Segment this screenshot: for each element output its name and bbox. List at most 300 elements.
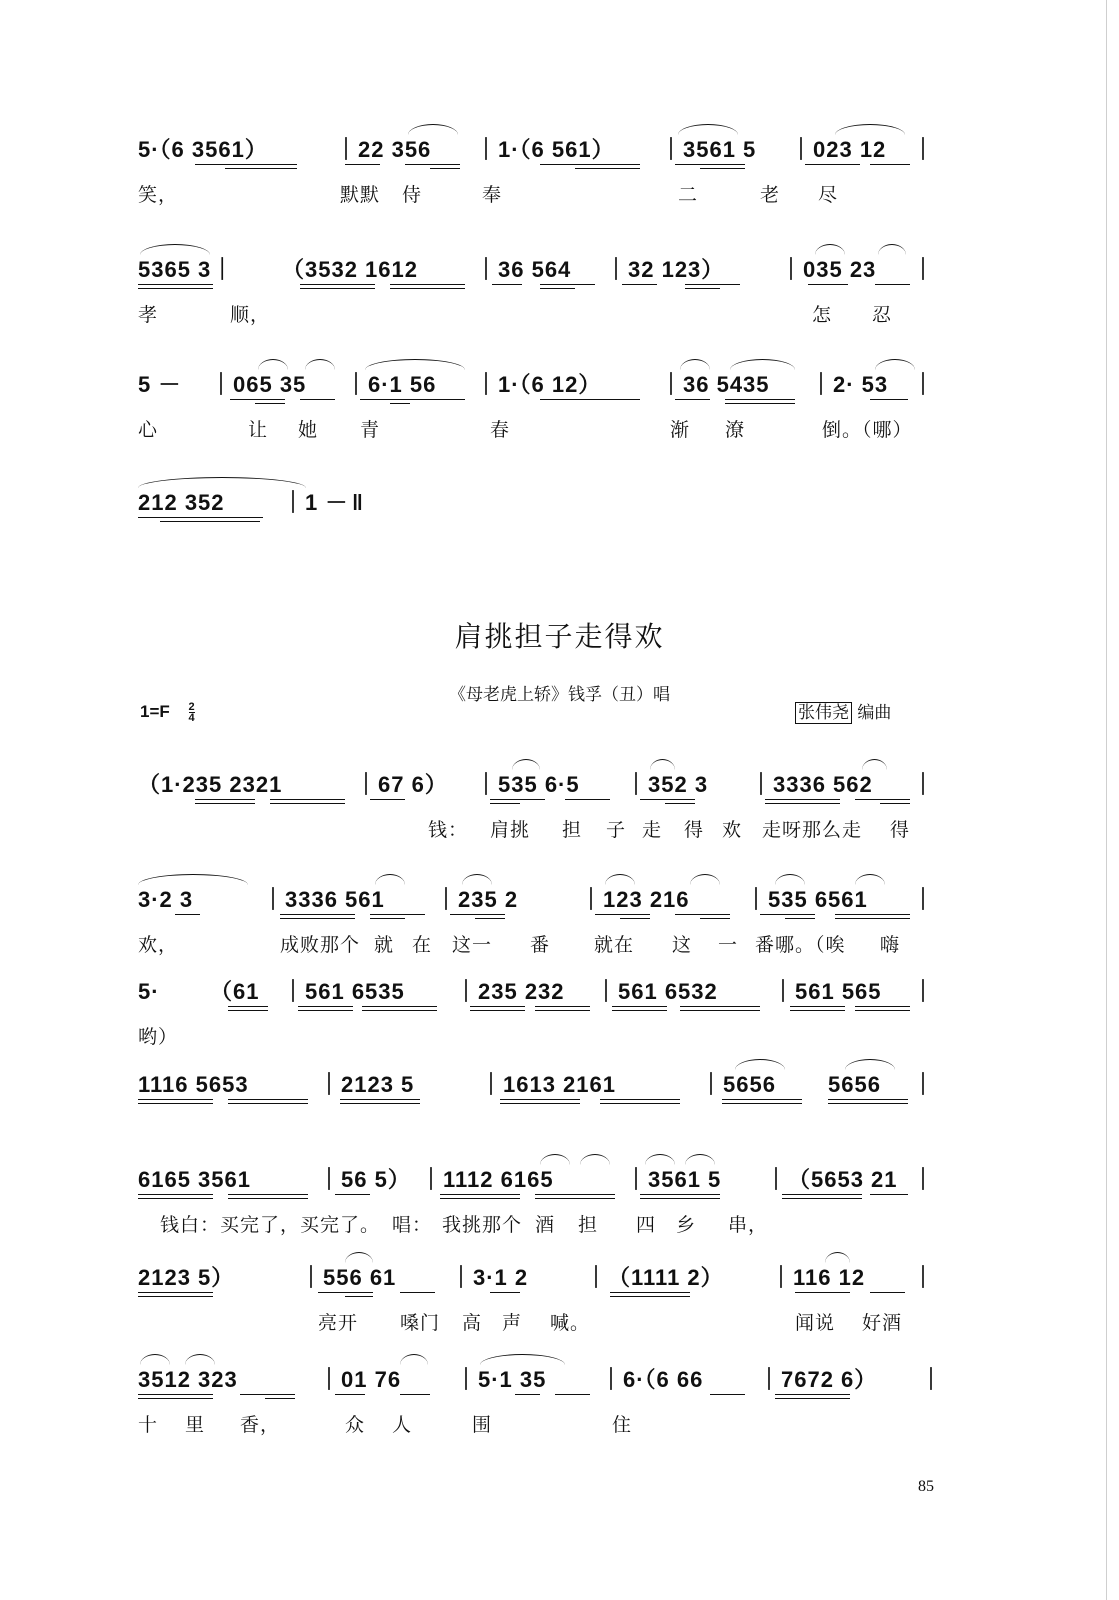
underline: [765, 803, 840, 804]
underline: [875, 284, 910, 285]
underline: [138, 288, 213, 289]
underline: [535, 1194, 615, 1195]
underline: [722, 1099, 802, 1100]
underline: [270, 803, 345, 804]
lyric: 潦: [725, 419, 746, 441]
score-line-1: [0, 130, 1119, 250]
lyric: 唱：: [392, 1214, 433, 1236]
underline: [722, 1103, 802, 1104]
underline: [300, 288, 375, 289]
lyric: 笑，: [138, 184, 179, 206]
lyric: 顺，: [230, 304, 271, 326]
measure: ｜3561 5: [625, 1167, 722, 1192]
underline: [700, 168, 745, 169]
lyric: 嗨: [880, 934, 901, 956]
underline: [540, 399, 640, 400]
lyric: 番: [530, 934, 551, 956]
lyric: 钱：: [428, 819, 469, 841]
lyric: 酒: [535, 1214, 556, 1236]
underline: [280, 918, 355, 919]
lyric: 子: [606, 819, 627, 841]
measure: ｜023 12: [790, 137, 887, 162]
barline: ｜: [912, 772, 936, 797]
underline: [782, 1198, 862, 1199]
lyric: 嗓门: [400, 1312, 441, 1334]
notation-row: [0, 130, 1119, 170]
notation-row: [0, 1258, 1119, 1298]
lyrics-row: [0, 815, 1119, 845]
measure: ｜235 232: [455, 979, 565, 1004]
underline: [540, 288, 575, 289]
slur: [650, 759, 675, 770]
underline: [640, 1198, 720, 1199]
lyric: 十: [138, 1414, 159, 1436]
lyric: 串，: [728, 1214, 769, 1236]
underline: [300, 399, 335, 400]
lyric: 里: [185, 1414, 206, 1436]
lyric: 这: [672, 934, 693, 956]
measure: ｜（1111 2）: [585, 1265, 724, 1290]
underline: [855, 1010, 910, 1011]
notation-row: [0, 250, 1119, 290]
measure: ｜352 3: [625, 772, 709, 797]
underline: [535, 1010, 590, 1011]
underline: [265, 1398, 295, 1399]
measure: ｜67 6）: [355, 772, 448, 797]
underline: [318, 1292, 373, 1293]
lyrics-row: [0, 300, 1119, 330]
underline: [138, 1194, 213, 1195]
underline: [340, 1103, 420, 1104]
underline: [195, 799, 255, 800]
underline: [475, 918, 505, 919]
lyric: 走: [642, 819, 663, 841]
measure: ｜5·1 35: [455, 1367, 547, 1392]
underline: [675, 399, 710, 400]
underline: [782, 1194, 862, 1195]
measure: ｜235 2: [435, 887, 519, 912]
underline: [870, 1292, 905, 1293]
underline: [675, 914, 730, 915]
underline: [400, 1292, 435, 1293]
underline: [540, 284, 595, 285]
lyric: 好酒: [862, 1312, 903, 1334]
underline: [138, 1198, 213, 1199]
lyric: 心: [138, 419, 159, 441]
underline: [340, 1099, 420, 1100]
notation-row: [0, 765, 1119, 805]
composer-name: 张伟尧: [795, 702, 852, 724]
barline: ｜: [912, 137, 936, 162]
measure: ｜01 76: [318, 1367, 402, 1392]
measure: 212 352: [138, 490, 225, 515]
underline: [138, 1398, 213, 1399]
underline: [345, 164, 380, 165]
underline: [675, 164, 745, 165]
barline: ｜: [912, 257, 936, 282]
underline: [255, 403, 285, 404]
underline: [405, 164, 460, 165]
lyric: 一: [718, 934, 739, 956]
barline: ｜: [912, 1167, 936, 1192]
lyric: 奉: [482, 184, 503, 206]
underline: [490, 1292, 520, 1293]
underline: [240, 1394, 295, 1395]
measure: ｜1·（6 12）: [475, 372, 602, 397]
measure: ｜3336 562: [750, 772, 873, 797]
lyric: 忍: [872, 304, 893, 326]
underline: [725, 399, 795, 400]
measure: ｜1613 2161: [480, 1072, 616, 1097]
measure: 5656: [828, 1072, 881, 1097]
underline: [880, 803, 910, 804]
underline: [535, 1198, 615, 1199]
underline: [805, 164, 860, 165]
underline: [515, 1394, 540, 1395]
underline: [138, 517, 263, 518]
final-barline: ‖: [352, 490, 364, 515]
lyric: 尽: [818, 184, 839, 206]
underline: [612, 1010, 667, 1011]
underline: [790, 1010, 845, 1011]
underline: [680, 1006, 760, 1007]
measure: ｜6·1 56: [345, 372, 437, 397]
underline: [175, 914, 200, 915]
lyric: 亮开: [318, 1312, 359, 1334]
measure: 5 －: [138, 372, 182, 397]
lyric: 番哪。（唉: [755, 934, 846, 956]
measure: ｜123 216: [580, 887, 690, 912]
composer-credit: [795, 698, 891, 723]
measure: ｜1 －: [282, 490, 349, 515]
notation-row: [0, 880, 1119, 920]
underline: [228, 1198, 308, 1199]
measure: 6165 3561: [138, 1167, 251, 1192]
underline: [870, 399, 908, 400]
barline: ｜: [912, 372, 936, 397]
lyric: 乡: [676, 1214, 697, 1236]
lyrics-row: [0, 1410, 1119, 1440]
underline: [700, 918, 730, 919]
measure: 1116 5653: [138, 1072, 249, 1097]
measure: （1·235 2321: [138, 772, 283, 797]
composer-role: 编曲: [857, 703, 892, 723]
lyrics-row: [0, 1308, 1119, 1338]
lyric: 孝: [138, 304, 159, 326]
lyrics-row: [0, 1210, 1119, 1240]
measure: ｜561 6535: [282, 979, 405, 1004]
measure: ｜22 356: [335, 137, 432, 162]
underline: [298, 1006, 353, 1007]
lyric: 在: [412, 934, 433, 956]
underline: [760, 914, 815, 915]
lyric: 得: [890, 819, 911, 841]
lyric: 围: [472, 1414, 493, 1436]
measure: 3512 323: [138, 1367, 238, 1392]
underline: [835, 918, 910, 919]
slur: [678, 124, 738, 135]
underline: [440, 1198, 520, 1199]
lyrics-row: [0, 930, 1119, 960]
underline: [640, 1194, 720, 1195]
underline: [230, 399, 285, 400]
notation-row: [0, 365, 1119, 405]
underline: [710, 1394, 745, 1395]
underline: [855, 799, 910, 800]
lyric: 欢，: [138, 934, 179, 956]
underline: [870, 1194, 908, 1195]
underline: [470, 1006, 525, 1007]
lyric: 她: [298, 419, 319, 441]
underline: [775, 1398, 850, 1399]
notation-row: [0, 1065, 1119, 1105]
underline: [685, 288, 720, 289]
score-line-4: [0, 483, 1119, 603]
notation-row: [0, 1160, 1119, 1200]
underline: [400, 1394, 430, 1395]
song-line-1: [0, 765, 1119, 885]
notation-row: [0, 1360, 1119, 1400]
underline: [335, 1394, 365, 1395]
measure: 5·: [138, 979, 160, 1004]
measure: ｜1112 6165: [420, 1167, 554, 1192]
lyric: 欢: [722, 819, 743, 841]
lyric: 闻说: [795, 1312, 836, 1334]
underline: [595, 914, 650, 915]
measure: ｜561 6532: [595, 979, 718, 1004]
underline: [228, 1099, 308, 1100]
underline: [808, 284, 848, 285]
underline: [555, 1394, 590, 1395]
underline: [335, 1194, 370, 1195]
lyric: 四: [636, 1214, 657, 1236]
underline: [228, 1194, 308, 1195]
notation-row: [0, 483, 1119, 523]
lyric: 人: [392, 1414, 413, 1436]
lyric: 侍: [402, 184, 423, 206]
slur: [862, 759, 887, 770]
slur: [835, 124, 905, 135]
lyric: 担: [578, 1214, 599, 1236]
lyric: 春: [490, 419, 511, 441]
underline: [390, 288, 465, 289]
score-line-3: [0, 365, 1119, 485]
barline: ｜: [912, 1072, 936, 1097]
measure: 2123 5）: [138, 1265, 235, 1290]
underline: [360, 399, 465, 400]
barline: ｜: [912, 979, 936, 1004]
underline: [450, 914, 505, 915]
underline: [298, 1010, 353, 1011]
underline: [138, 284, 213, 285]
measure: ｜3·1 2: [450, 1265, 529, 1290]
underline: [665, 803, 695, 804]
underline: [440, 1194, 520, 1195]
slur: [512, 759, 540, 770]
song-line-7: [0, 1360, 1119, 1480]
measure: ｜1·（6 561）: [475, 137, 615, 162]
underline: [228, 1103, 308, 1104]
underline: [138, 1103, 213, 1104]
underline: [640, 799, 695, 800]
meter-bottom: 4: [188, 712, 195, 725]
underline: [390, 403, 410, 404]
measure: ｜3561 5: [660, 137, 757, 162]
lyric: 哟）: [138, 1026, 179, 1048]
underline: [390, 284, 465, 285]
underline: [138, 1099, 213, 1100]
lyric: 默默: [340, 184, 381, 206]
underline: [362, 1010, 437, 1011]
measure: ｜556 61: [300, 1265, 397, 1290]
underline: [775, 1394, 850, 1395]
lyric: 倒。（哪）: [822, 419, 913, 441]
underline: [228, 1010, 268, 1011]
measure: ｜6·（6 66: [600, 1367, 704, 1392]
measure: ｜36 5435: [660, 372, 770, 397]
underline: [490, 803, 520, 804]
underline: [138, 1296, 213, 1297]
measure: ｜5656: [700, 1072, 776, 1097]
lyric: 成败那个: [280, 934, 361, 956]
slur: [408, 124, 458, 135]
underline: [470, 1010, 525, 1011]
measure: ｜035 23: [780, 257, 877, 282]
underline: [565, 799, 610, 800]
time-signature: [189, 702, 195, 723]
measure: （61: [210, 979, 260, 1004]
lyric: 高: [462, 1312, 483, 1334]
underline: [160, 521, 260, 522]
measure: ｜535 6561: [745, 887, 868, 912]
underline: [228, 1006, 268, 1007]
underline: [855, 1006, 910, 1007]
underline: [610, 1296, 690, 1297]
measure: ｜36 564: [475, 257, 572, 282]
underline: [138, 1394, 213, 1395]
lyric: 让: [248, 419, 269, 441]
underline: [620, 918, 650, 919]
barline: ｜: [912, 1265, 936, 1290]
underline: [828, 1103, 908, 1104]
underline: [370, 799, 405, 800]
lyric: 我挑那个: [442, 1214, 523, 1236]
page-number: 85: [918, 1478, 934, 1495]
notation-row: [0, 972, 1119, 1012]
measure: （3532 1612: [282, 257, 418, 282]
song-subtitle: 《母老虎上轿》钱孚（丑）唱: [449, 685, 670, 705]
lyric: 渐: [670, 419, 691, 441]
measure: ｜116 12: [770, 1265, 866, 1290]
underline: [195, 803, 255, 804]
lyric: 众: [345, 1414, 366, 1436]
underline: [828, 1099, 908, 1100]
underline: [575, 168, 640, 169]
lyrics-row: [0, 415, 1119, 445]
underline: [362, 1006, 437, 1007]
measure: ｜065 35: [210, 372, 307, 397]
measure: ｜32 123）: [605, 257, 725, 282]
underline: [725, 403, 795, 404]
underline: [600, 1103, 680, 1104]
measure: ｜535 6·5: [475, 772, 580, 797]
underline: [280, 914, 355, 915]
lyric: 青: [360, 419, 381, 441]
underline: [685, 284, 740, 285]
underline: [610, 1292, 690, 1293]
underline: [270, 799, 345, 800]
underline: [500, 1099, 580, 1100]
lyric: 喊。: [550, 1312, 591, 1334]
underline: [300, 284, 375, 285]
lyric: 二: [678, 184, 699, 206]
underline: [612, 1006, 667, 1007]
underline: [600, 1099, 680, 1100]
score-line-2: [0, 250, 1119, 370]
underline: [225, 168, 297, 169]
measure: ｜56 5）: [318, 1167, 411, 1192]
barline: ｜: [912, 887, 936, 912]
measure: ｜（5653 21: [765, 1167, 898, 1192]
underline: [535, 1006, 590, 1007]
underline: [430, 168, 460, 169]
lyric: 老: [760, 184, 781, 206]
underline: [870, 164, 910, 165]
underline: [138, 1292, 213, 1293]
lyric: 就: [374, 934, 395, 956]
underline: [785, 918, 815, 919]
lyric: 肩挑: [490, 819, 531, 841]
measure: 5365 3｜: [138, 257, 235, 282]
lyric: 钱白：买完了，买完了。: [160, 1214, 381, 1236]
underline: [195, 164, 297, 165]
measure: ｜7672 6）: [758, 1367, 878, 1392]
underline: [490, 799, 545, 800]
underline: [492, 284, 522, 285]
lyrics-row: [0, 180, 1119, 210]
measure: 5·（6 3561）: [138, 137, 268, 162]
lyric: 这一: [452, 934, 493, 956]
lyrics-row: [0, 1022, 1119, 1052]
underline: [795, 1292, 850, 1293]
measure: ｜561 565: [772, 979, 882, 1004]
underline: [500, 1103, 580, 1104]
underline: [790, 1006, 845, 1007]
underline: [835, 914, 910, 915]
lyric: 香，: [240, 1414, 281, 1436]
barline: ｜: [920, 1367, 944, 1392]
underline: [622, 284, 657, 285]
underline: [345, 1296, 373, 1297]
measure: ｜2· 53: [810, 372, 889, 397]
underline: [680, 1010, 760, 1011]
underline: [540, 164, 640, 165]
meter-top: 2: [188, 701, 195, 714]
lyric: 声: [502, 1312, 523, 1334]
underline: [370, 914, 425, 915]
lyric: 走呀那么走: [762, 819, 863, 841]
measure: ｜2123 5: [318, 1072, 415, 1097]
lyric: 就在: [594, 934, 635, 956]
underline: [370, 918, 405, 919]
lyric: 得: [684, 819, 705, 841]
lyric: 担: [562, 819, 583, 841]
measure: 3·2 3: [138, 887, 194, 912]
song-title: 肩挑担子走得欢: [454, 620, 665, 653]
measure: ｜3336 561: [262, 887, 385, 912]
key: 1=F: [140, 702, 170, 721]
key-signature: [140, 702, 195, 723]
